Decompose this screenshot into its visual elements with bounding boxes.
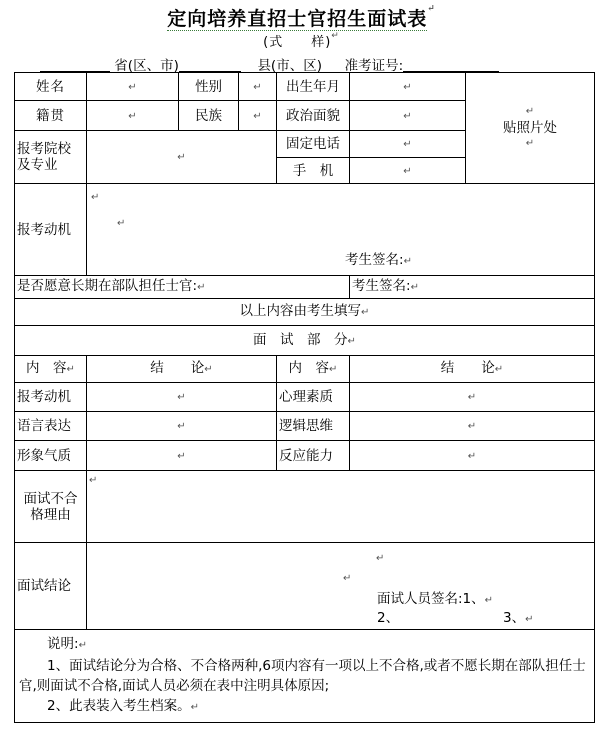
item-logic-result[interactable]: ↵ (350, 412, 595, 441)
item-image-result[interactable]: ↵ (87, 441, 277, 471)
item-language-result[interactable]: ↵ (87, 412, 277, 441)
birth-field[interactable]: ↵ (350, 73, 466, 101)
header-meta-line (40, 54, 499, 74)
interview-result-field[interactable]: ↵ ↵ 面试人员签名:1、↵ 2、 3、↵ (87, 543, 595, 630)
political-field[interactable]: ↵ (350, 101, 466, 131)
gender-label: 性别 (179, 73, 239, 101)
exam-no-blank[interactable] (403, 58, 499, 72)
phone-mobile-field[interactable]: ↵ (350, 158, 466, 184)
motive-field[interactable]: ↵ ↵ 考生签名:↵ (87, 184, 595, 276)
name-label: 姓名 (15, 73, 87, 101)
phone-fixed-field[interactable]: ↵ (350, 131, 466, 158)
notes-item-1: 1、面试结论分为合格、不合格两种,6项内容有一项以上不合格,或者不愿长期在部队担任士官,则面试不合格,面试人员必须在表中注明具体原因; (19, 658, 586, 694)
item-psych-result[interactable]: ↵ (350, 383, 595, 412)
item-psych-label: 心理素质 (277, 383, 350, 412)
name-field[interactable]: ↵ (87, 73, 179, 101)
item-reaction-result[interactable]: ↵ (350, 441, 595, 471)
political-label: 政治面貌 (277, 101, 350, 131)
content-header-right: 内 容↵ (277, 356, 350, 383)
phone-mobile-label: 手 机 (277, 158, 350, 184)
interview-form-table (14, 72, 595, 723)
conclusion-header-left: 结 论↵ (87, 356, 277, 383)
item-image-label: 形象气质 (15, 441, 87, 471)
motive-signature: 考生签名:↵ (345, 252, 412, 268)
photo-label: 贴照片处 (503, 120, 557, 136)
province-blank[interactable] (40, 58, 110, 72)
form-subtitle: (式 样)↵ (263, 31, 340, 50)
province-label: 省(区、市) (114, 58, 179, 74)
ethnic-field[interactable]: ↵ (239, 101, 277, 131)
native-label: 籍贯 (15, 101, 87, 131)
notes-head: 说明:↵ (47, 636, 87, 652)
interviewer-sign-2: 2、 (377, 610, 400, 626)
willing-question: 是否愿意长期在部队担任士官:↵ (15, 276, 350, 299)
unqualified-reason-label: 面试不合格理由 (15, 471, 87, 543)
ethnic-label: 民族 (179, 101, 239, 131)
unqualified-reason-field[interactable]: ↵ (87, 471, 595, 543)
item-motive-label: 报考动机 (15, 383, 87, 412)
filled-by-candidate-note: 以上内容由考生填写↵ (15, 299, 595, 326)
county-label: 县(市、区) (257, 58, 322, 74)
school-major-label: 报考院校及专业 (15, 131, 87, 184)
content-header-left: 内 容↵ (15, 356, 87, 383)
notes-section (15, 630, 595, 723)
interviewer-sign-3: 3、↵ (503, 610, 534, 626)
conclusion-header-right: 结 论↵ (350, 356, 595, 383)
item-logic-label: 逻辑思维 (277, 412, 350, 441)
native-field[interactable]: ↵ (87, 101, 179, 131)
motive-label: 报考动机 (15, 184, 87, 276)
interview-section-header: 面 试 部 分↵ (15, 326, 595, 356)
item-reaction-label: 反应能力 (277, 441, 350, 471)
gender-field[interactable]: ↵ (239, 73, 277, 101)
school-major-field[interactable]: ↵ (87, 131, 277, 184)
photo-area[interactable]: ↵ 贴照片处 ↵ (466, 73, 595, 184)
form-title: 定向培养直招士官招生面试表↵ (167, 4, 436, 30)
exam-no-label: 准考证号: (344, 58, 404, 74)
county-blank[interactable] (179, 58, 241, 72)
willing-signature[interactable]: 考生签名:↵ (350, 276, 595, 299)
interviewer-signature: 面试人员签名:1、↵ (377, 591, 494, 607)
phone-fixed-label: 固定电话 (277, 131, 350, 158)
item-language-label: 语言表达 (15, 412, 87, 441)
notes-item-2: 2、此表装入考生档案。↵ (47, 698, 199, 714)
birth-label: 出生年月 (277, 73, 350, 101)
item-motive-result[interactable]: ↵ (87, 383, 277, 412)
interview-result-label: 面试结论 (15, 543, 87, 630)
